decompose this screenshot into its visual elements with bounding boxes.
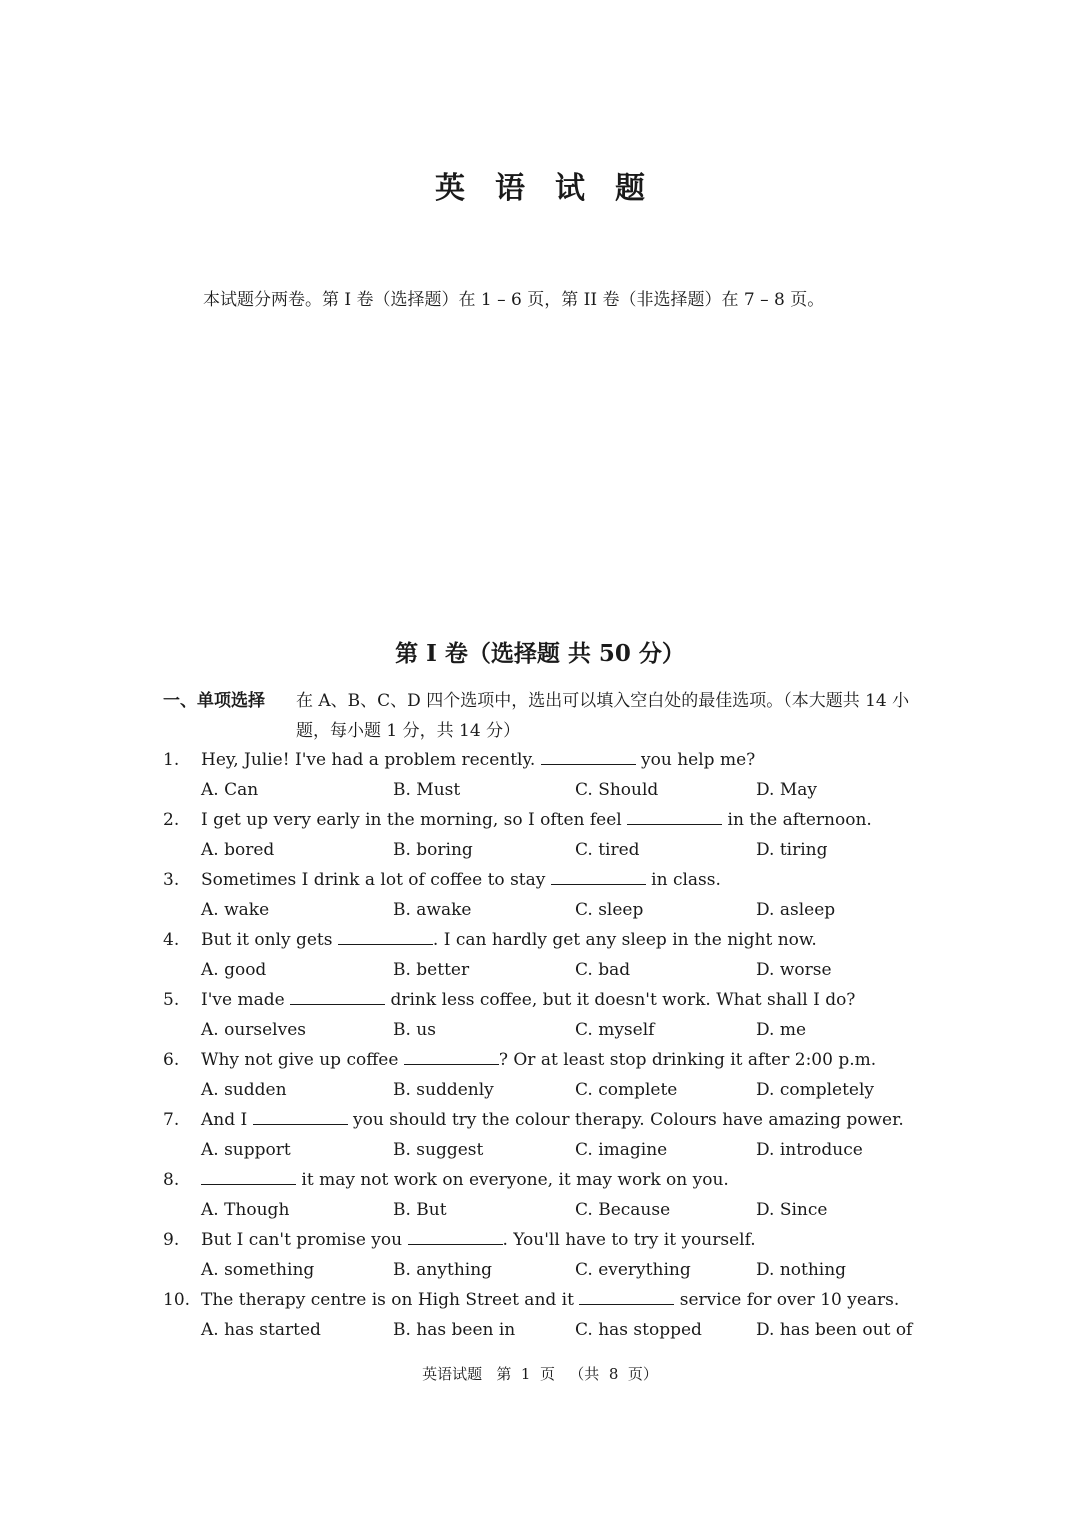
option-a: A. wake — [201, 900, 270, 920]
question-list — [163, 745, 943, 1345]
option-b: B. us — [393, 1020, 436, 1040]
stem-before: Hey, Julie! I've had a problem recently. — [201, 750, 541, 770]
answer-blank — [290, 987, 385, 1005]
question-number: 9. — [163, 1230, 180, 1250]
option-b: B. boring — [393, 840, 473, 860]
option-b: B. suggest — [393, 1140, 484, 1160]
answer-blank — [627, 807, 722, 825]
option-d: D. Since — [756, 1200, 828, 1220]
question-item — [163, 805, 943, 865]
option-d: D. me — [756, 1020, 807, 1040]
option-a: A. Though — [201, 1200, 290, 1220]
option-b: B. awake — [393, 900, 472, 920]
stem-before: Sometimes I drink a lot of coffee to stay — [201, 870, 551, 890]
question-number: 2. — [163, 810, 180, 830]
option-b: B. Must — [393, 780, 461, 800]
option-c: C. has stopped — [575, 1320, 702, 1340]
question-stem — [201, 745, 755, 775]
question-item — [163, 1285, 943, 1345]
question-number: 5. — [163, 990, 180, 1010]
stem-before: The therapy centre is on High Street and it — [201, 1290, 580, 1310]
option-d: D. May — [756, 780, 817, 800]
question-item — [163, 865, 943, 925]
option-b: B. anything — [393, 1260, 493, 1280]
question-number: 7. — [163, 1110, 180, 1130]
option-d: D. has been out of — [756, 1320, 913, 1340]
option-c: C. myself — [575, 1020, 655, 1040]
answer-blank — [253, 1107, 348, 1125]
stem-before: I get up very early in the morning, so I often feel — [201, 810, 628, 830]
option-c: C. bad — [575, 960, 631, 980]
option-c: C. Because — [575, 1200, 671, 1220]
question-number: 6. — [163, 1050, 180, 1070]
stem-before: But it only gets — [201, 930, 338, 950]
answer-blank — [579, 1287, 674, 1305]
question-item — [163, 1165, 943, 1225]
question-number: 1. — [163, 750, 180, 770]
option-d: D. worse — [756, 960, 832, 980]
question-item — [163, 985, 943, 1045]
answer-blank — [408, 1227, 503, 1245]
option-c: C. tired — [575, 840, 640, 860]
question-stem — [201, 925, 817, 955]
part-header — [163, 686, 943, 746]
option-a: A. sudden — [201, 1080, 287, 1100]
option-a: A. ourselves — [201, 1020, 307, 1040]
question-item — [163, 925, 943, 985]
option-c: C. sleep — [575, 900, 644, 920]
part-instructions: 在 A、B、C、D 四个选项中，选出可以填入空白处的最佳选项。（本大题共 14 小题，每小题 1 分，共 14 分） — [296, 691, 910, 741]
option-a: A. bored — [201, 840, 275, 860]
answer-blank — [541, 747, 636, 765]
stem-before: I've made — [201, 990, 291, 1010]
exam-intro: 本试题分两卷。第 I 卷（选择题）在 1 – 6 页，第 II 卷（非选择题）在 7 – 8 页。 — [203, 290, 825, 310]
question-stem — [201, 1045, 876, 1075]
option-c: C. imagine — [575, 1140, 668, 1160]
stem-before: Why not give up coffee — [201, 1050, 404, 1070]
option-b: B. But — [393, 1200, 447, 1220]
option-b: B. has been in — [393, 1320, 516, 1340]
option-c: C. complete — [575, 1080, 678, 1100]
option-d: D. tiring — [756, 840, 828, 860]
stem-after: you should try the colour therapy. Colours have amazing power. — [347, 1110, 904, 1130]
stem-after: drink less coffee, but it doesn't work. What shall I do? — [385, 990, 856, 1010]
option-d: D. nothing — [756, 1260, 847, 1280]
question-number: 8. — [163, 1170, 180, 1190]
exam-title: 英语试题 — [435, 171, 675, 206]
option-a: A. has started — [201, 1320, 321, 1340]
option-a: A. Can — [201, 780, 259, 800]
stem-after: ? Or at least stop drinking it after 2:00 p.m. — [498, 1050, 877, 1070]
option-a: A. good — [201, 960, 267, 980]
question-stem — [201, 985, 855, 1015]
question-item — [163, 1105, 943, 1165]
stem-before: And I — [201, 1110, 253, 1130]
stem-after: service for over 10 years. — [674, 1290, 900, 1310]
question-stem — [201, 865, 721, 895]
option-c: C. Should — [575, 780, 659, 800]
stem-before: But I can't promise you — [201, 1230, 408, 1250]
answer-blank — [338, 927, 433, 945]
question-stem — [201, 1285, 899, 1315]
question-stem — [201, 1225, 756, 1255]
stem-after: . You'll have to try it yourself. — [502, 1230, 756, 1250]
option-d: D. asleep — [756, 900, 836, 920]
answer-blank — [404, 1047, 499, 1065]
stem-after: it may not work on everyone, it may work on you. — [296, 1170, 729, 1190]
answer-blank — [551, 867, 646, 885]
option-a: A. something — [201, 1260, 315, 1280]
option-c: C. everything — [575, 1260, 691, 1280]
option-a: A. support — [201, 1140, 291, 1160]
question-item — [163, 745, 943, 805]
option-d: D. completely — [756, 1080, 875, 1100]
stem-after: in class. — [645, 870, 721, 890]
question-number: 4. — [163, 930, 180, 950]
part-label: 一、单项选择 — [163, 691, 265, 711]
stem-after: in the afternoon. — [722, 810, 872, 830]
page-footer: 英语试题 第 1 页 （共 8 页） — [422, 1365, 658, 1383]
question-stem — [201, 1165, 729, 1195]
stem-after: . I can hardly get any sleep in the night now. — [432, 930, 817, 950]
section-title: 第 I 卷（选择题 共 50 分） — [395, 640, 685, 667]
option-d: D. introduce — [756, 1140, 863, 1160]
option-b: B. suddenly — [393, 1080, 494, 1100]
question-number: 3. — [163, 870, 180, 890]
question-number: 10. — [163, 1290, 191, 1310]
option-b: B. better — [393, 960, 470, 980]
question-stem — [201, 1105, 904, 1135]
answer-blank — [201, 1167, 296, 1185]
question-stem — [201, 805, 872, 835]
question-item — [163, 1225, 943, 1285]
question-item — [163, 1045, 943, 1105]
stem-after: you help me? — [635, 750, 756, 770]
